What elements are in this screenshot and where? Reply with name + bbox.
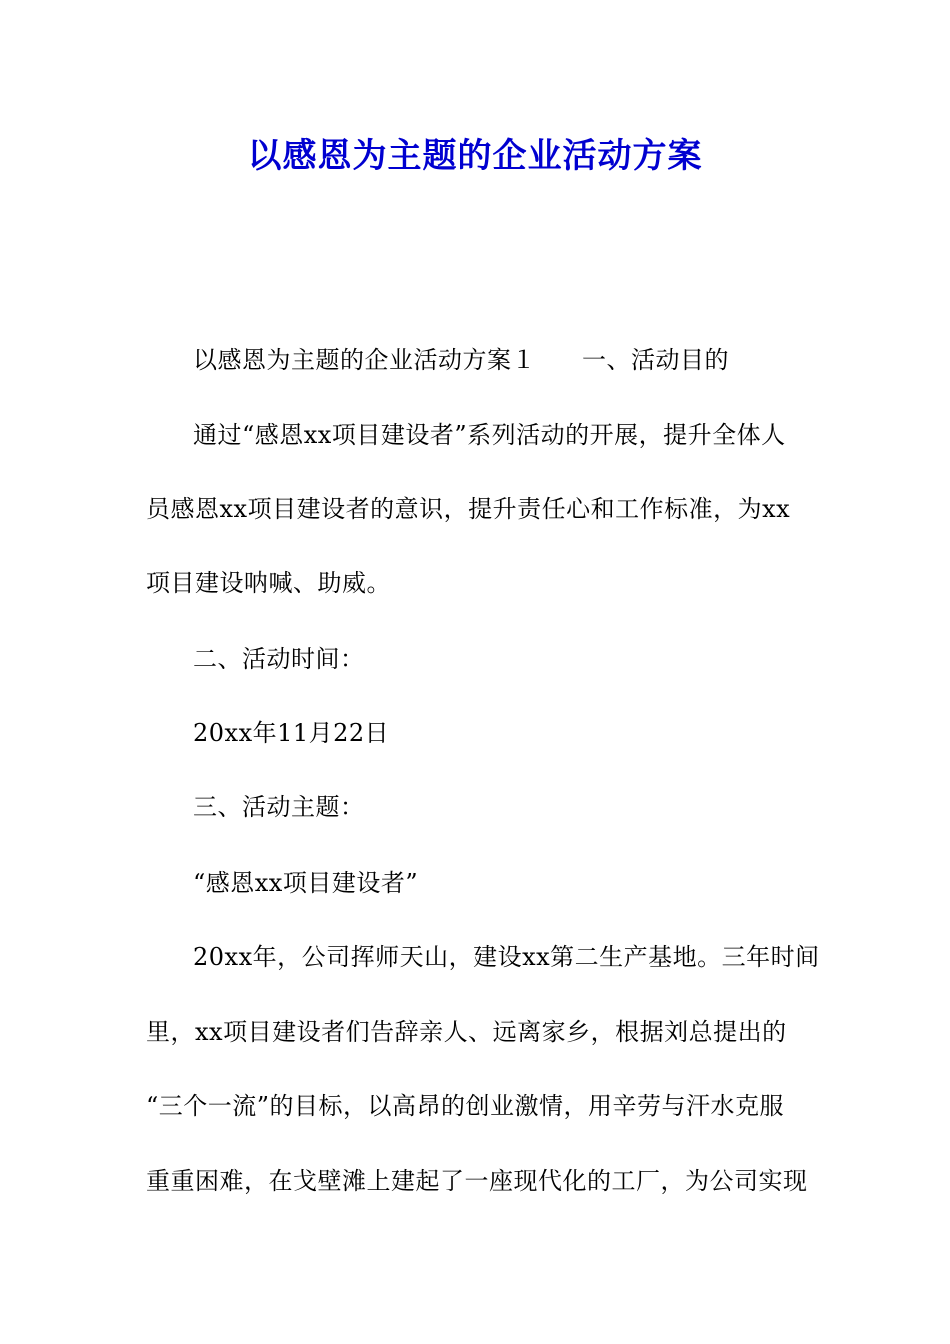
activity-theme: “感恩xx项目建设者” xyxy=(193,869,419,897)
paragraph-line-1 xyxy=(193,342,873,378)
paragraph-line-9: 20xx年，公司挥师天山，建设xx第二生产基地。三年时间 xyxy=(193,943,820,971)
paragraph-line-10: 里，xx项目建设者们告辞亲人、远离家乡，根据刘总提出的 xyxy=(146,1018,787,1046)
paragraph-line-12: 重重困难，在戈壁滩上建起了一座现代化的工厂，为公司实现 xyxy=(146,1167,808,1195)
paragraph-line-11: “三个一流”的目标，以高昂的创业激情，用辛劳与汗水克服 xyxy=(146,1092,785,1120)
section-heading-plan-1: 以感恩为主题的企业活动方案１ xyxy=(193,346,536,374)
paragraph-line-2: 通过“感恩xx项目建设者”系列活动的开展，提升全体人 xyxy=(193,421,786,449)
paragraph-line-3: 员感恩xx项目建设者的意识，提升责任心和工作标准，为xx xyxy=(146,495,791,523)
section-heading-theme: 三、活动主题： xyxy=(193,793,365,821)
paragraph-line-4: 项目建设呐喊、助威。 xyxy=(146,569,391,597)
activity-date: 20xx年11月22日 xyxy=(193,719,390,747)
document-title: 以感恩为主题的企业活动方案 xyxy=(247,136,703,176)
section-heading-purpose: 一、活动目的 xyxy=(582,346,729,374)
section-heading-time: 二、活动时间： xyxy=(193,645,365,673)
